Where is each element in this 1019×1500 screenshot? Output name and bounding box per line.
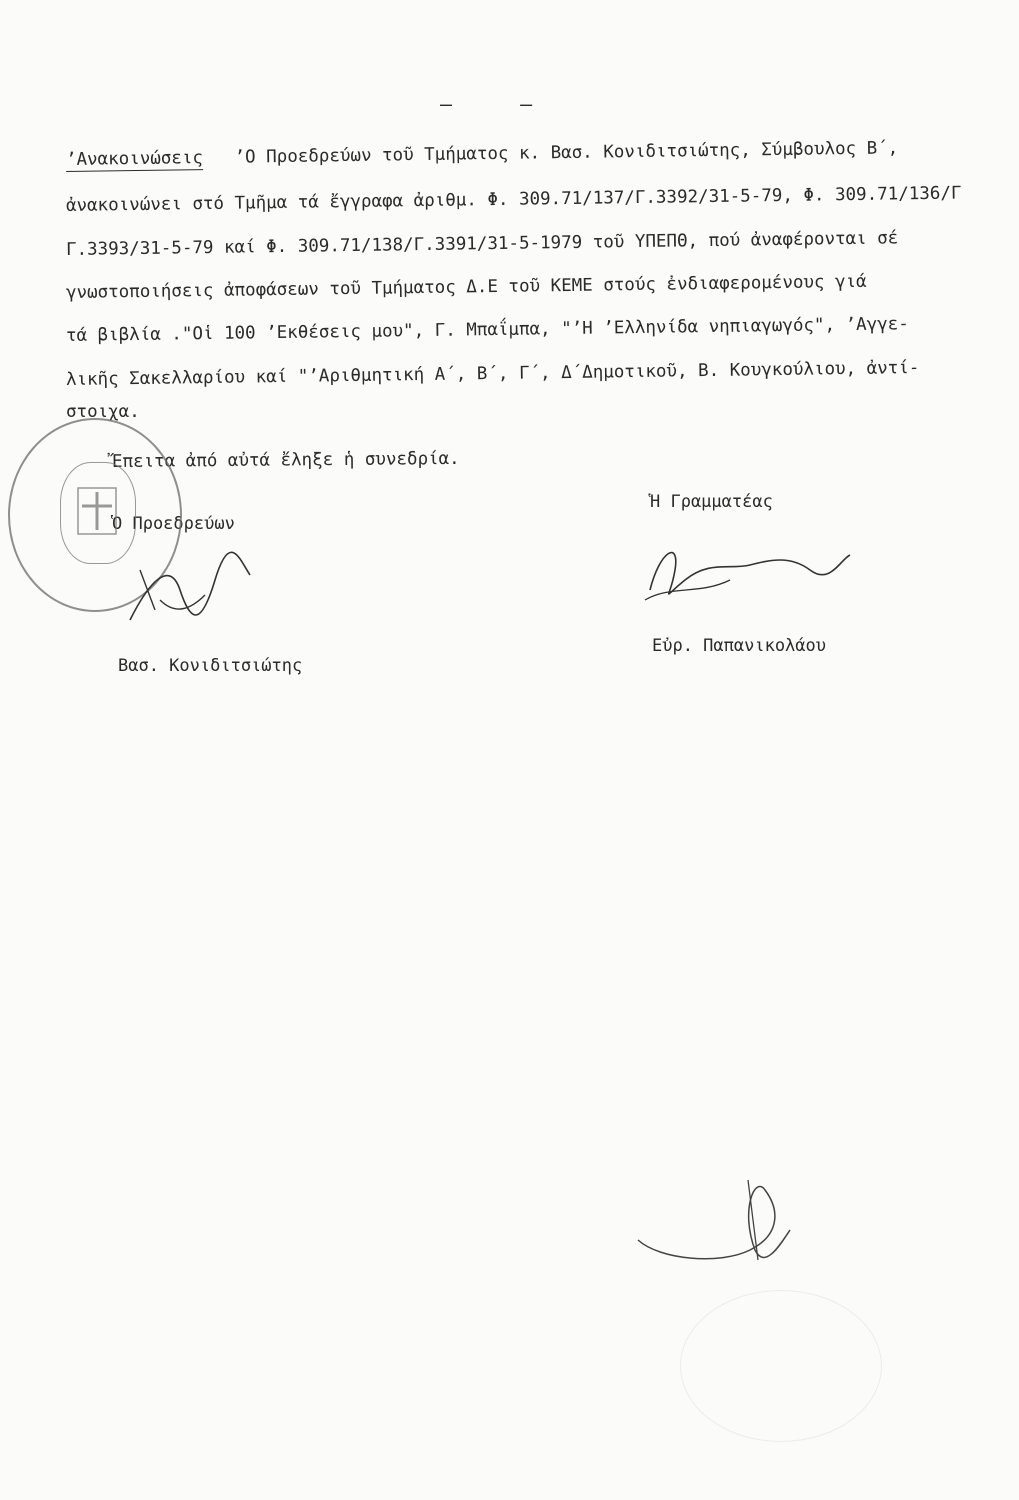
stamp-cross-icon (74, 484, 120, 538)
show-through-mark (680, 1290, 882, 1442)
lower-handwritten-mark (630, 1170, 800, 1280)
page-marker: – – (440, 92, 561, 116)
left-handwritten-signature (120, 540, 260, 640)
paragraph-line-7: στοιχα. (66, 402, 140, 422)
paragraph-line-3: Γ.3393/31-5-79 καί Φ. 309.71/138/Γ.3391/31-5-1979 τοῦ ΥΠΕΠΘ, πού ἀναφέρονται σέ (65, 228, 899, 260)
paragraph-line-6: λικῆς Σακελλαρίου καί "’Αριθμητική Α΄, Β΄, Γ΄, Δ΄Δημοτικοῦ, Β. Κουγκούλιου, ἀντί- (65, 358, 920, 390)
right-signature-role: Ἡ Γραμματέας (650, 492, 773, 512)
right-handwritten-signature (640, 530, 860, 610)
paragraph-line-2: ἀνακοινώνει στό Τμῆμα τά ἔγγραφα ἀριθμ. Φ. 309.71/137/Γ.3392/31-5-79, Φ. 309.71/136/Γ (65, 183, 962, 216)
paragraph-text: ’Ο Προεδρεύων τοῦ Τμήματος κ. Βασ. Κονιδιτσιώτης, Σύμβουλος Β΄, (234, 138, 899, 168)
paragraph-line-5: τά βιβλία ."Οἱ 100 ’Εκθέσεις μου", Γ. Μπαΐμπα, "’Η ’Ελληνίδα νηπιαγωγός", ’Αγγε- (65, 314, 909, 346)
left-signature-role: Ὁ Προεδρεύων (112, 514, 235, 534)
closing-sentence: Ἔπειτα ἀπό αὐτά ἔληξε ἡ συνεδρία. (111, 448, 460, 472)
paragraph-line-4: γνωστοποιήσεις ἀποφάσεων τοῦ Τμήματος Δ.Ε τοῦ ΚΕΜΕ στούς ἐνδιαφερομένους γιά (65, 271, 867, 303)
paragraph-line-1 (66, 138, 899, 170)
right-signature-name: Εὐρ. Παπανικολάου (652, 636, 826, 656)
left-signature-name: Βασ. Κονιδιτσιώτης (118, 656, 303, 676)
section-heading: ’Ανακοινώσεις (65, 148, 204, 170)
